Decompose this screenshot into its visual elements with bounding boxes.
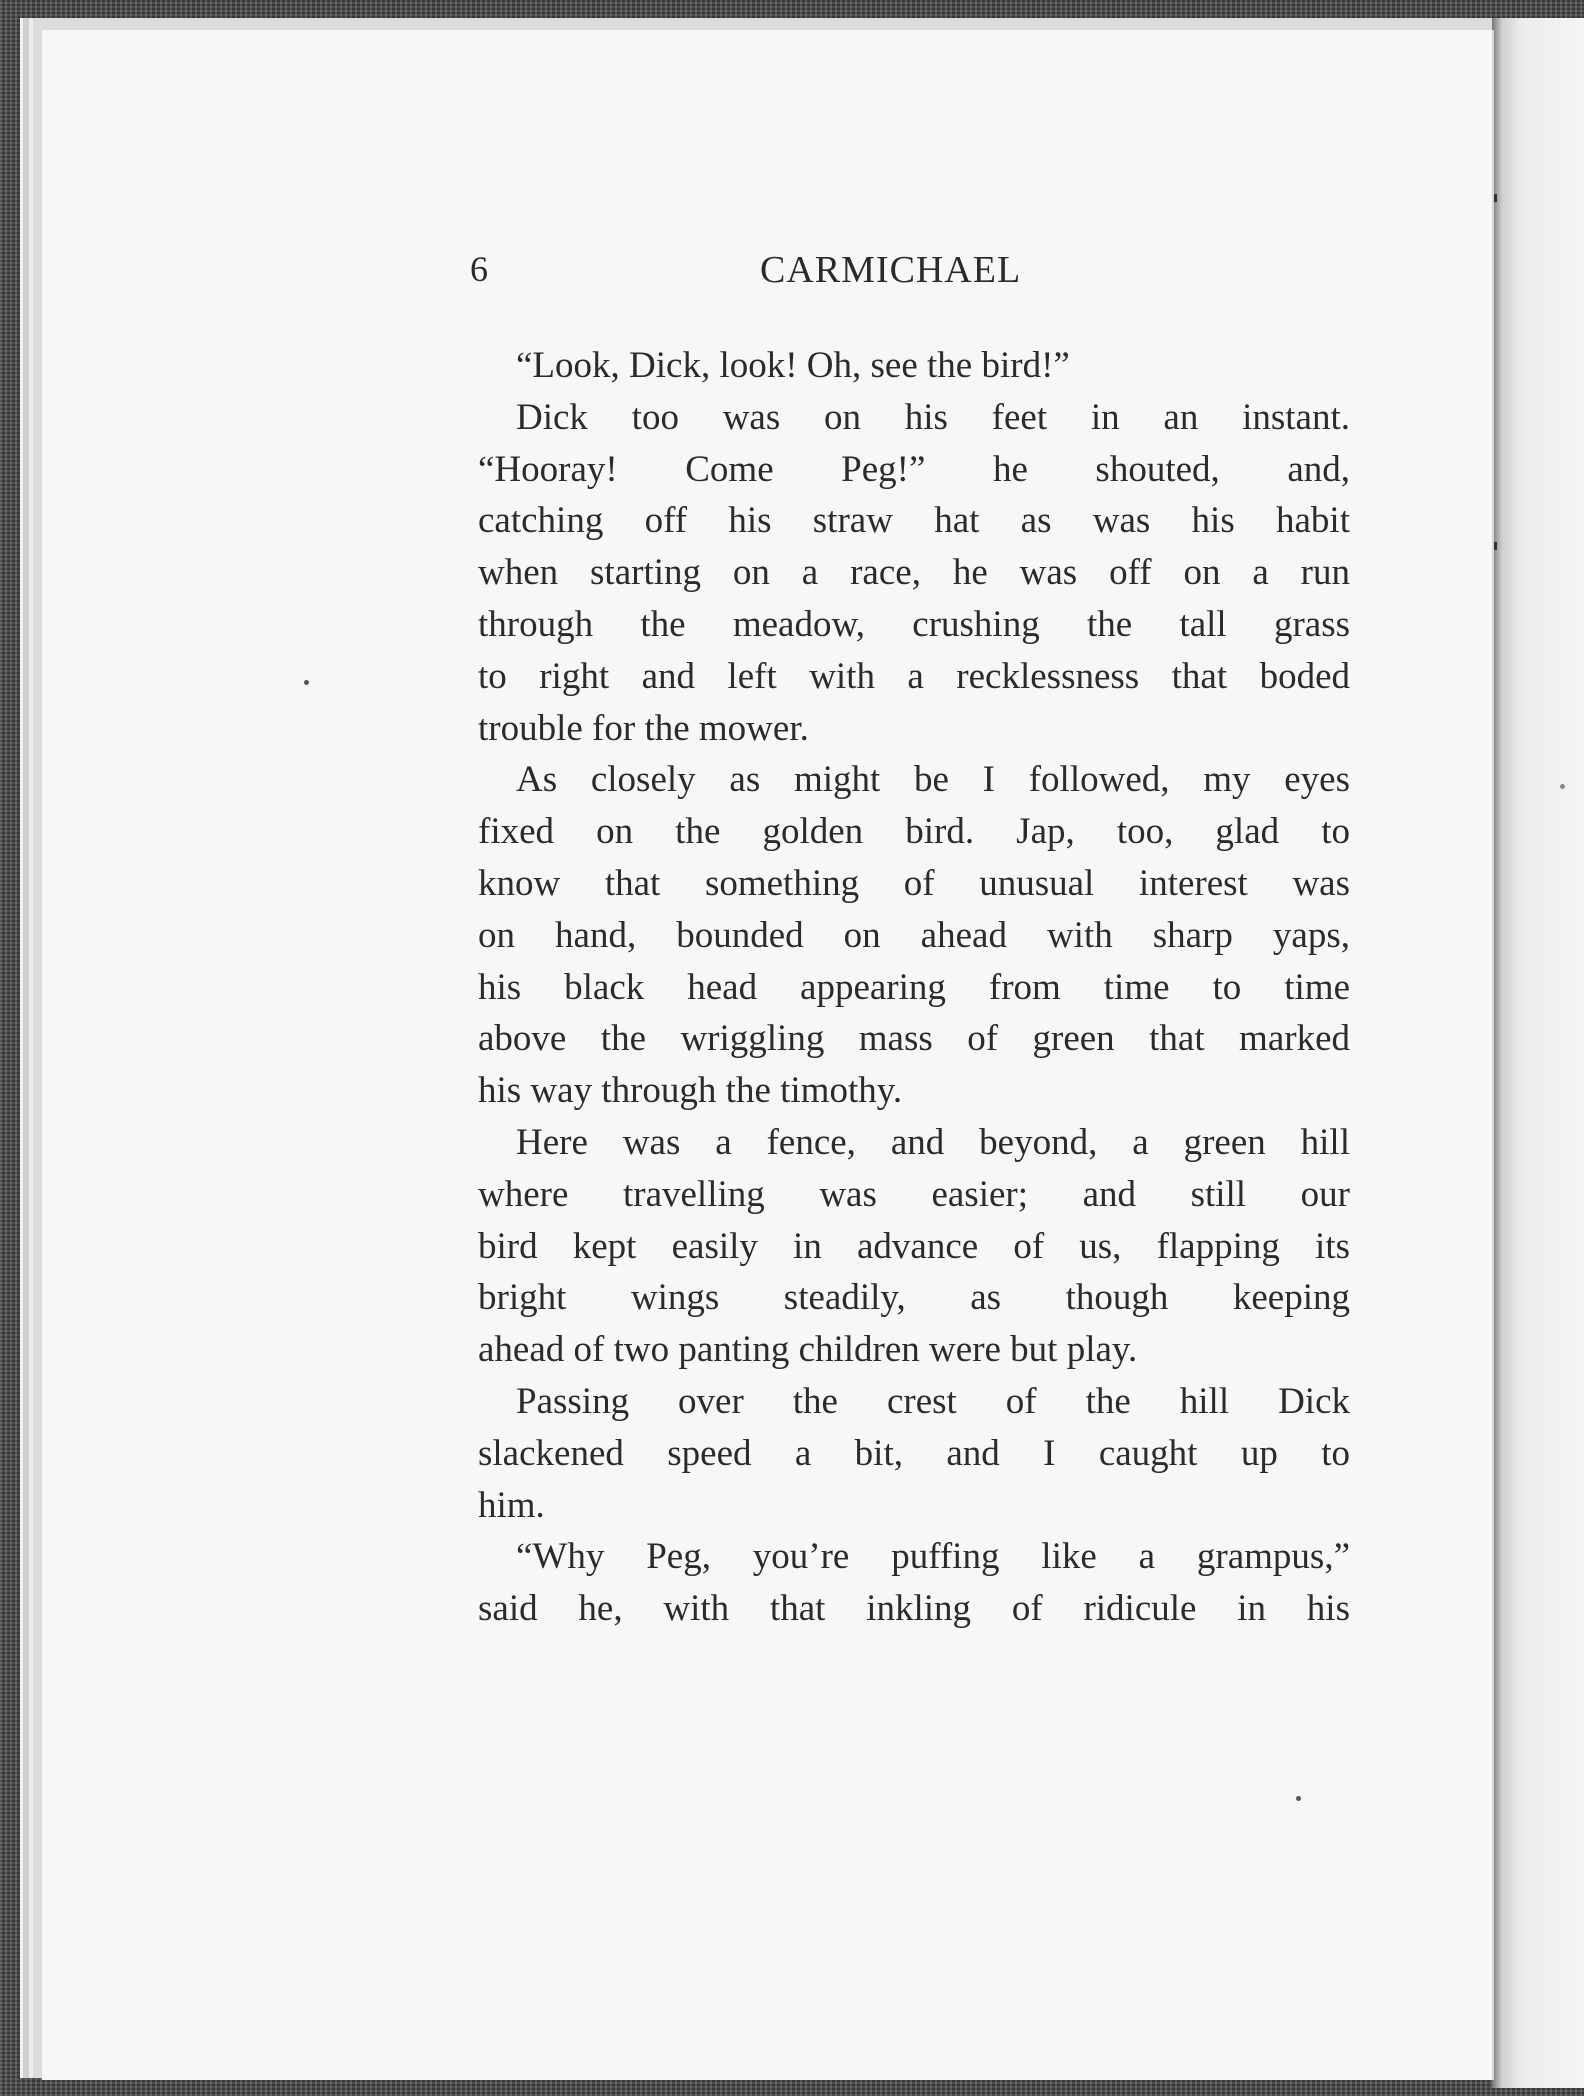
text-line: bright wings steadily, as though keeping	[478, 1277, 1350, 1319]
text-line: above the wriggling mass of green that marked	[478, 1018, 1350, 1060]
text-line: said he, with that inkling of ridicule in his	[478, 1588, 1350, 1630]
text-line: “Why Peg, you’re puffing like a grampus,”	[516, 1536, 1350, 1578]
text-line: ahead of two panting children were but play.	[478, 1329, 1138, 1371]
text-line: on hand, bounded on ahead with sharp yaps,	[478, 914, 1350, 956]
text-line: slackened speed a bit, and I caught up to	[478, 1432, 1350, 1474]
body-text	[478, 340, 1350, 1635]
paper-speck	[1560, 784, 1565, 789]
paper-speck	[1296, 1796, 1301, 1801]
text-line: to right and left with a recklessness that boded	[478, 655, 1350, 697]
text-line: when starting on a race, he was off on a run	[478, 552, 1350, 594]
text-line: As closely as might be I followed, my eyes	[516, 759, 1350, 801]
page-header	[470, 248, 1060, 308]
facing-page-edge	[1492, 18, 1584, 2088]
text-line: where travelling was easier; and still our	[478, 1173, 1350, 1215]
text-line: him.	[478, 1484, 545, 1526]
text-line: “Look, Dick, look! Oh, see the bird!”	[516, 345, 1070, 386]
paper-speck	[304, 680, 309, 685]
text-line: fixed on the golden bird. Jap, too, glad to	[478, 811, 1350, 853]
text-line: catching off his straw hat as was his habit	[478, 500, 1350, 542]
text-line: Dick too was on his feet in an instant.	[516, 396, 1350, 438]
text-line: Passing over the crest of the hill Dick	[516, 1380, 1350, 1422]
text-line: his black head appearing from time to time	[478, 966, 1350, 1008]
text-line: bird kept easily in advance of us, flapping its	[478, 1225, 1350, 1267]
text-line: “Hooray! Come Peg!” he shouted, and,	[478, 448, 1350, 490]
text-line: know that something of unusual interest was	[478, 862, 1350, 904]
edge-mark	[1492, 542, 1497, 550]
edge-mark	[1492, 194, 1497, 202]
text-line: his way through the timothy.	[478, 1070, 903, 1112]
text-line: through the meadow, crushing the tall grass	[478, 603, 1350, 645]
text-line: trouble for the mower.	[478, 707, 809, 749]
text-line: Here was a fence, and beyond, a green hill	[516, 1121, 1350, 1163]
page-number: 6	[470, 249, 488, 289]
running-title: CARMICHAEL	[760, 249, 1022, 291]
